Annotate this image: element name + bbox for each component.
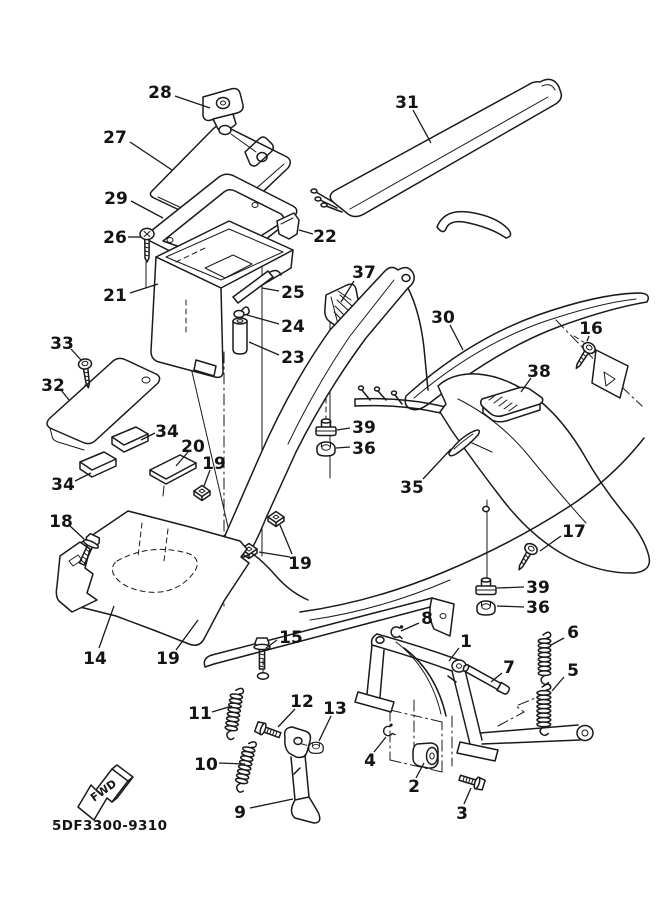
callout-leader-8	[401, 623, 419, 631]
spring-6-part	[538, 632, 550, 684]
callout-9: 9	[234, 803, 246, 823]
callout-26: 26	[103, 228, 127, 248]
callout-leader-19	[259, 552, 290, 557]
callout-leader-19	[280, 525, 292, 554]
callout-10: 10	[194, 755, 218, 775]
callout-leader-39	[337, 428, 350, 430]
callout-18: 18	[49, 512, 73, 532]
callout-38: 38	[527, 362, 551, 382]
circlip-8-part	[391, 626, 403, 639]
callout-4: 4	[364, 751, 376, 771]
callout-21: 21	[103, 286, 127, 306]
callout-19: 19	[202, 454, 226, 474]
callout-32: 32	[41, 376, 65, 396]
spring-11-part	[223, 687, 243, 740]
callout-leader-35	[423, 449, 451, 479]
callout-5: 5	[567, 661, 579, 681]
tube-23-art	[233, 318, 247, 354]
clip-19-part	[268, 512, 284, 527]
callout-14: 14	[83, 649, 107, 669]
callout-11: 11	[188, 704, 212, 724]
hook-24-art	[234, 307, 249, 318]
fwd-label: FWD	[88, 776, 120, 805]
damper-39-part	[476, 578, 496, 595]
floor-panel-14-art	[56, 511, 249, 645]
callout-leader-23	[249, 342, 279, 355]
side-stand-art	[285, 727, 320, 823]
grab-rail-art	[437, 212, 511, 238]
callout-2: 2	[408, 777, 420, 797]
callout-leader-34	[75, 473, 91, 481]
callout-34: 34	[51, 475, 75, 495]
callout-28: 28	[148, 83, 172, 103]
callout-leader-36	[336, 447, 350, 448]
nut-36-part	[477, 601, 495, 615]
bolt-12-part	[254, 721, 282, 741]
callout-39: 39	[526, 578, 550, 598]
callout-8: 8	[421, 609, 433, 629]
callout-29: 29	[104, 189, 128, 209]
callout-leader-13	[319, 716, 331, 741]
callout-leader-3	[464, 788, 471, 804]
callout-leader-6	[551, 638, 564, 645]
callout-22: 22	[313, 227, 337, 247]
spring-10-part	[233, 740, 257, 794]
callout-35: 35	[400, 478, 424, 498]
callout-27: 27	[103, 128, 127, 148]
main-stand-art	[355, 634, 593, 772]
callout-33: 33	[50, 334, 74, 354]
callout-leader-24	[247, 315, 279, 324]
callout-15: 15	[279, 628, 303, 648]
callout-39: 39	[352, 418, 376, 438]
callout-19: 19	[156, 649, 180, 669]
screw-26-part	[140, 228, 154, 262]
nut-13-part	[309, 742, 323, 753]
callout-25: 25	[281, 283, 305, 303]
callout-34: 34	[155, 422, 179, 442]
callout-leader-9	[250, 799, 293, 808]
clip-4-part	[382, 724, 396, 738]
callout-12: 12	[290, 692, 314, 712]
callout-leader-31	[413, 110, 431, 143]
callout-17: 17	[562, 522, 586, 542]
callout-leader-5	[552, 677, 564, 691]
nut-36-part	[317, 442, 335, 456]
fwd-arrow	[78, 765, 133, 820]
callout-leader-36	[497, 606, 524, 607]
callout-6: 6	[567, 623, 579, 643]
callout-1: 1	[460, 632, 472, 652]
callout-leader-4	[374, 737, 386, 752]
bolt-3-part	[458, 772, 485, 791]
callout-leader-27	[130, 142, 172, 170]
callout-leader-22	[299, 230, 313, 234]
callout-24: 24	[281, 317, 305, 337]
damper-39-part	[316, 419, 336, 436]
callout-13: 13	[323, 699, 347, 719]
callout-19: 19	[288, 554, 312, 574]
body-panel-right-art	[300, 374, 649, 620]
callout-20: 20	[181, 437, 205, 457]
callout-36: 36	[526, 598, 550, 618]
callout-leader-30	[450, 325, 463, 350]
clip-19-part	[194, 486, 210, 501]
callout-37: 37	[352, 263, 376, 283]
callout-leader-29	[131, 201, 163, 218]
callout-36: 36	[352, 439, 376, 459]
callout-30: 30	[431, 308, 455, 328]
diagram-code: 5DF3300-9310	[52, 818, 168, 834]
callout-31: 31	[395, 93, 419, 113]
screw-17-part	[513, 541, 539, 573]
lower-rail-art	[204, 598, 454, 679]
callout-3: 3	[456, 804, 468, 824]
pad-20-art	[150, 455, 196, 496]
callout-leader-39	[497, 587, 524, 588]
panel-31-art	[311, 79, 561, 216]
callout-23: 23	[281, 348, 305, 368]
roller-2-art	[413, 743, 438, 768]
callout-leader-25	[262, 288, 279, 291]
callout-16: 16	[579, 319, 603, 339]
callout-7: 7	[503, 658, 515, 678]
